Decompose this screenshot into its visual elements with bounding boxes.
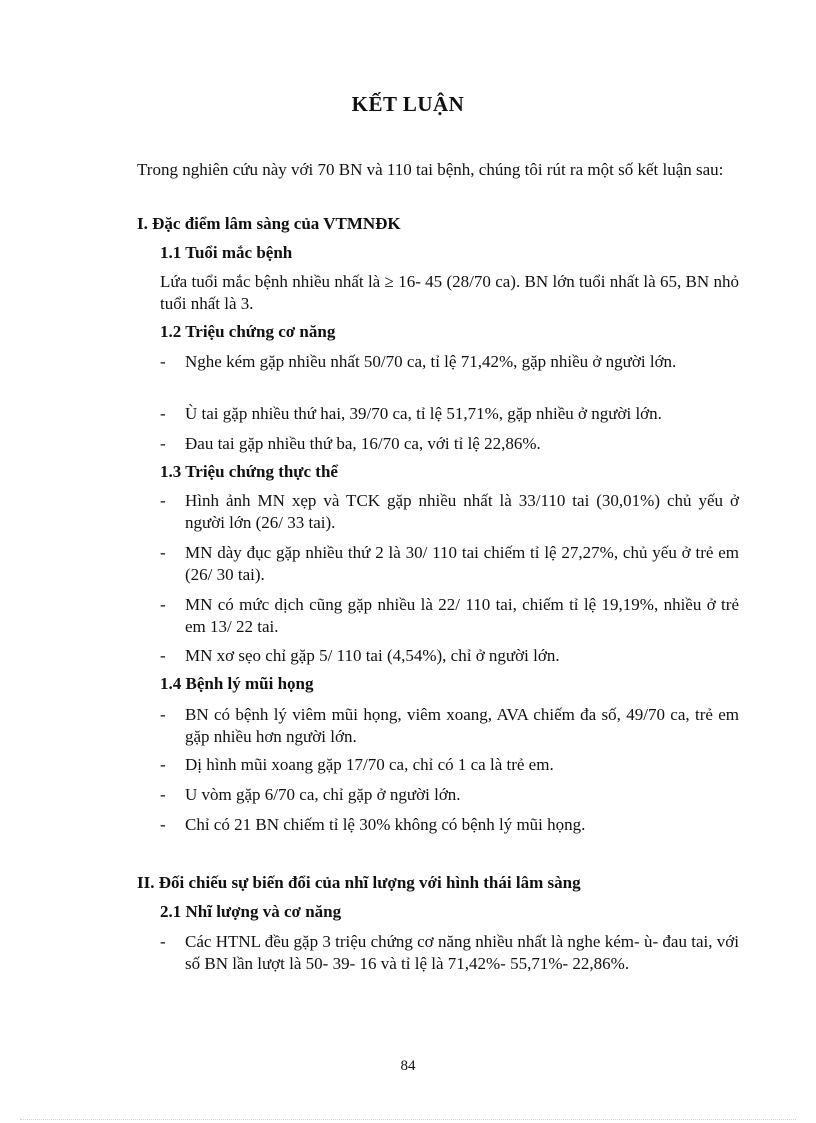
footer-divider — [20, 1119, 796, 1120]
list-item-text: Dị hình mũi xoang gặp 17/70 ca, chỉ có 1 ca là trẻ em. — [185, 755, 554, 774]
list-item — [160, 814, 739, 836]
bullet-dash: - — [160, 705, 166, 724]
list-item — [160, 754, 739, 776]
list-item-text: MN có mức dịch cũng gặp nhiều là 22/ 110 tai, chiếm tỉ lệ 19,19%, nhiều ở trẻ em 13/ 22 tai. — [185, 595, 739, 636]
bullet-dash: - — [160, 646, 166, 665]
bullet-dash: - — [160, 815, 166, 834]
intro-paragraph: Trong nghiên cứu này với 70 BN và 110 tai bệnh, chúng tôi rút ra một số kết luận sau: — [137, 160, 724, 179]
list-item-text: Nghe kém gặp nhiều nhất 50/70 ca, tỉ lệ 71,42%, gặp nhiều ở người lớn. — [185, 352, 677, 371]
list-item — [160, 645, 739, 667]
list-item — [160, 490, 739, 534]
sub1-1-heading: 1.1 Tuổi mắc bệnh — [160, 243, 293, 262]
bullet-dash: - — [160, 352, 166, 371]
bullet-dash: - — [160, 595, 166, 614]
page-title: KẾT LUẬN — [351, 92, 465, 116]
bullet-dash: - — [160, 434, 166, 453]
list-item-text: Các HTNL đều gặp 3 triệu chứng cơ năng nhiều nhất là nghe kém- ù- đau tai, với số BN lần lượt là 50- 39- 16 và tỉ lệ là 71,42%- 55,71%- 22,86%. — [185, 932, 739, 973]
list-item — [160, 403, 739, 425]
list-item — [160, 351, 739, 373]
list-item-text: BN có bệnh lý viêm mũi họng, viêm xoang, AVA chiếm đa số, 49/70 ca, trẻ em gặp nhiều hơn người lớn. — [185, 705, 739, 746]
list-item-text: Hình ảnh MN xẹp và TCK gặp nhiều nhất là 33/110 tai (30,01%) chủ yếu ở người lớn (26/ 33 tai). — [185, 491, 739, 532]
bullet-dash: - — [160, 404, 166, 423]
list-item-text: MN xơ sẹo chỉ gặp 5/ 110 tai (4,54%), chỉ ở người lớn. — [185, 646, 560, 665]
list-item-text: Đau tai gặp nhiều thứ ba, 16/70 ca, với tỉ lệ 22,86%. — [185, 434, 541, 453]
page-number: 84 — [400, 1058, 416, 1074]
list-item — [160, 704, 739, 748]
sub1-4-heading: 1.4 Bệnh lý mũi họng — [160, 674, 314, 693]
bullet-dash: - — [160, 491, 166, 510]
sub1-2-heading: 1.2 Triệu chứng cơ năng — [160, 322, 336, 341]
sub1-1-text: Lứa tuổi mắc bệnh nhiều nhất là ≥ 16- 45 (28/70 ca). BN lớn tuổi nhất là 65, BN nhỏ tuổi nhất là 3. — [160, 272, 739, 313]
list-item — [160, 931, 739, 975]
section2-heading: II. Đối chiếu sự biến đổi của nhĩ lượng với hình thái lâm sàng — [137, 873, 581, 892]
sub2-1-heading: 2.1 Nhĩ lượng và cơ năng — [160, 902, 342, 921]
list-item-text: Ù tai gặp nhiều thứ hai, 39/70 ca, tỉ lệ 51,71%, gặp nhiều ở người lớn. — [185, 404, 662, 423]
bullet-dash: - — [160, 755, 166, 774]
list-item-text: MN dày đục gặp nhiều thứ 2 là 30/ 110 tai chiếm tỉ lệ 27,27%, chủ yếu ở trẻ em (26/ 30 tai). — [185, 543, 739, 584]
list-item-text: U vòm gặp 6/70 ca, chỉ gặp ở người lớn. — [185, 785, 461, 804]
section1-heading: I. Đặc điểm lâm sàng của VTMNĐK — [137, 214, 401, 233]
list-item — [160, 542, 739, 586]
list-item — [160, 784, 739, 806]
sub1-3-heading: 1.3 Triệu chứng thực thể — [160, 462, 338, 481]
bullet-dash: - — [160, 543, 166, 562]
bullet-dash: - — [160, 785, 166, 804]
list-item-text: Chỉ có 21 BN chiếm tỉ lệ 30% không có bệnh lý mũi họng. — [185, 815, 586, 834]
list-item — [160, 433, 739, 455]
list-item — [160, 594, 739, 638]
bullet-dash: - — [160, 932, 166, 951]
